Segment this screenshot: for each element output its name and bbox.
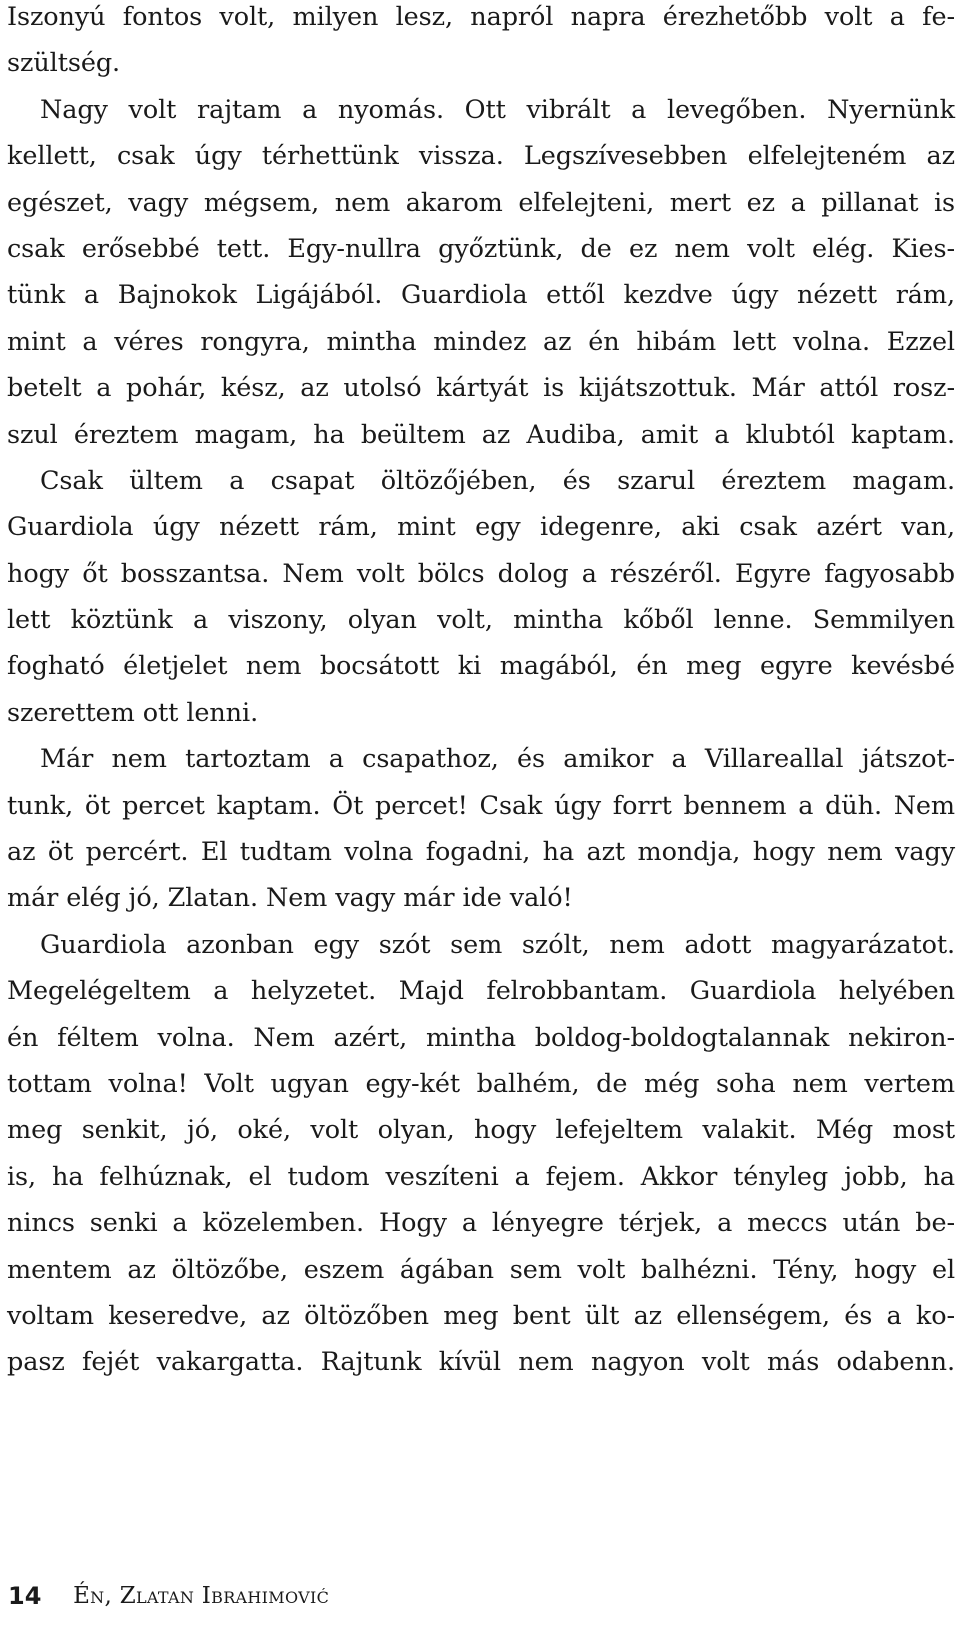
text-line: mint a véres rongyra, mintha mindez az én hibám lett volna. Ezzel (7, 326, 955, 357)
text-line: fogható életjelet nem bocsátott ki magából, én meg egyre kevésbé (7, 651, 955, 682)
text-line: szültség. (7, 48, 121, 79)
text-line: mentem az öltözőbe, eszem ágában sem volt balhézni. Tény, hogy el (7, 1254, 955, 1285)
text-line: hogy őt bosszantsa. Nem volt bölcs dolog a részéről. Egyre fagyosabb (7, 558, 955, 589)
page-footer (8, 1575, 329, 1615)
body-text (7, 0, 955, 1386)
text-line: Csak ültem a csapat öltözőjében, és szarul éreztem magam. (40, 465, 955, 496)
text-line: tünk a Bajnokok Ligájából. Guardiola ettől kezdve úgy nézett rám, (7, 280, 955, 311)
text-line: az öt percért. El tudtam volna fogadni, ha azt mondja, hogy nem vagy (7, 837, 955, 868)
text-line: Megelégeltem a helyzetet. Majd felrobbantam. Guardiola helyében (7, 976, 955, 1007)
text-line: Guardiola úgy nézett rám, mint egy idegenre, aki csak azért van, (7, 512, 955, 543)
text-line: kellett, csak úgy térhettünk vissza. Legszívesebben elfelejteném az (7, 141, 955, 172)
text-line: csak erősebbé tett. Egy-nullra győztünk, de ez nem volt elég. Kies- (7, 233, 955, 264)
text-line: tottam volna! Volt ugyan egy-két balhém, de még soha nem vertem (7, 1068, 955, 1099)
text-line: Guardiola azonban egy szót sem szólt, nem adott magyarázatot. (40, 929, 955, 960)
text-line: voltam keseredve, az öltözőben meg bent ült az ellenségem, és a ko- (7, 1300, 955, 1331)
text-line: lett köztünk a viszony, olyan volt, mintha kőből lenne. Semmilyen (7, 605, 955, 636)
text-line: Már nem tartoztam a csapathoz, és amikor a Villareallal játszot- (40, 744, 955, 775)
text-line: meg senkit, jó, oké, volt olyan, hogy lefejeltem valakit. Még most (7, 1115, 955, 1146)
text-line: én féltem volna. Nem azért, mintha boldog-boldogtalannak nekiron- (7, 1022, 955, 1053)
text-line: is, ha felhúznak, el tudom veszíteni a fejem. Akkor tényleg jobb, ha (7, 1161, 955, 1192)
text-line: már elég jó, Zlatan. Nem vagy már ide való! (7, 883, 573, 914)
text-line: tunk, öt percet kaptam. Öt percet! Csak úgy forrt bennem a düh. Nem (7, 790, 955, 821)
text-line: Iszonyú fontos volt, milyen lesz, napról napra érezhetőbb volt a fe- (7, 2, 955, 32)
text-line: betelt a pohár, kész, az utolsó kártyát is kijátszottuk. Már attól rosz- (7, 373, 955, 404)
text-line: pasz fejét vakargatta. Rajtunk kívül nem nagyon volt más odabenn. (7, 1347, 955, 1378)
text-line: szul éreztem magam, ha beültem az Audiba, amit a klubtól kaptam. (7, 419, 955, 450)
text-line: szerettem ott lenni. (7, 697, 259, 728)
text-line: egészet, vagy mégsem, nem akarom elfelejteni, mert ez a pillanat is (7, 187, 955, 218)
text-line: Nagy volt rajtam a nyomás. Ott vibrált a levegőben. Nyernünk (40, 94, 955, 125)
running-head: Én, Zlatan Ibrahimović (73, 1582, 330, 1609)
page-number: 14 (8, 1581, 42, 1610)
text-line: nincs senki a közelemben. Hogy a lényegre térjek, a meccs után be- (7, 1208, 955, 1239)
